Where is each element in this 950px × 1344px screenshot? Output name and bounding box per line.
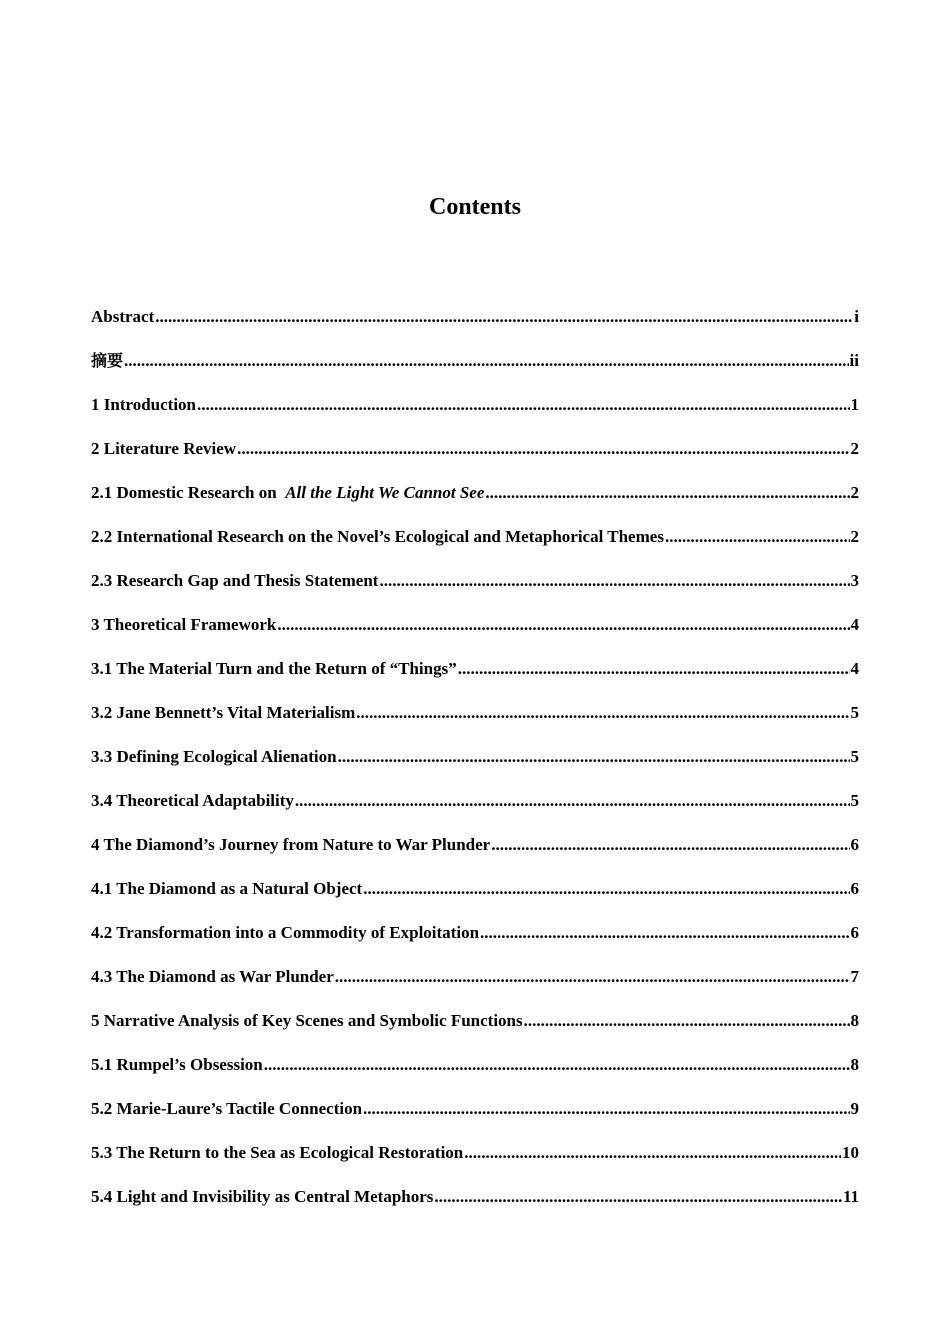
toc-entry-title: 4 The Diamond’s Journey from Nature to War Plunder bbox=[91, 835, 491, 854]
dot-leader bbox=[491, 831, 849, 859]
toc-entry-title: 5.4 Light and Invisibility as Central Metaphors bbox=[91, 1187, 434, 1206]
toc-entry-title: 2.2 International Research on the Novel’s Ecological and Metaphorical Themes bbox=[91, 527, 664, 546]
toc-entry-tactile-connection[interactable] bbox=[91, 1095, 859, 1139]
toc-entry-central-metaphors[interactable] bbox=[91, 1183, 859, 1227]
dot-leader bbox=[363, 875, 849, 903]
toc-entry-abstract[interactable] bbox=[91, 303, 859, 347]
toc-page-number: 6 bbox=[850, 835, 859, 854]
dot-leader bbox=[480, 919, 849, 947]
dot-leader bbox=[338, 743, 850, 771]
toc-entry-title: 3.1 The Material Turn and the Return of “Things” bbox=[91, 659, 457, 678]
dot-leader bbox=[379, 567, 849, 595]
toc-page-number: 6 bbox=[850, 923, 859, 942]
toc-entry-title: 3.3 Defining Ecological Alienation bbox=[91, 747, 337, 766]
toc-entry-title: 4.2 Transformation into a Commodity of Exploitation bbox=[91, 923, 480, 942]
dot-leader bbox=[197, 391, 849, 419]
toc-page-number: 7 bbox=[850, 967, 859, 986]
dot-leader bbox=[434, 1183, 842, 1211]
dot-leader bbox=[485, 479, 849, 507]
dot-leader bbox=[363, 1095, 849, 1123]
toc-entry-introduction[interactable] bbox=[91, 391, 859, 435]
toc-page-number: 11 bbox=[842, 1187, 859, 1206]
toc-entry-rumpel-obsession[interactable] bbox=[91, 1051, 859, 1095]
toc-entry-material-turn[interactable] bbox=[91, 655, 859, 699]
toc-page-number: ii bbox=[849, 351, 859, 370]
dot-leader bbox=[335, 963, 850, 991]
toc-entry-vital-materialism[interactable] bbox=[91, 699, 859, 743]
toc-entry-title: 3.2 Jane Bennett’s Vital Materialism bbox=[91, 703, 356, 722]
toc-entry-title: 3 Theoretical Framework bbox=[91, 615, 277, 634]
toc-entry-title: 2.3 Research Gap and Thesis Statement bbox=[91, 571, 379, 590]
toc-entry-title: 4.3 The Diamond as War Plunder bbox=[91, 967, 334, 986]
toc-page-number: 5 bbox=[850, 791, 859, 810]
dot-leader bbox=[458, 655, 850, 683]
dot-leader bbox=[155, 303, 853, 331]
toc-entry-ecological-alienation[interactable] bbox=[91, 743, 859, 787]
toc-entry-title: 3.4 Theoretical Adaptability bbox=[91, 791, 294, 810]
book-title: All the Light We Cannot See bbox=[285, 483, 485, 502]
toc-entry-narrative-analysis[interactable] bbox=[91, 1007, 859, 1051]
toc-entry-title: 4.1 The Diamond as a Natural Object bbox=[91, 879, 363, 898]
toc-entry-natural-object[interactable] bbox=[91, 875, 859, 919]
toc-entry-chinese-abstract[interactable] bbox=[91, 347, 859, 391]
toc-entry-domestic-research[interactable] bbox=[91, 479, 859, 523]
toc-page-number: 5 bbox=[850, 747, 859, 766]
toc-entry-theoretical-adaptability[interactable] bbox=[91, 787, 859, 831]
toc-entry-title: 2 Literature Review bbox=[91, 439, 237, 458]
toc-page-number: 1 bbox=[850, 395, 859, 414]
toc-entry-title: 5.2 Marie-Laure’s Tactile Connection bbox=[91, 1099, 363, 1118]
toc-entry-title: 5 Narrative Analysis of Key Scenes and Symbolic Functions bbox=[91, 1011, 523, 1030]
toc-page-number: 6 bbox=[850, 879, 859, 898]
toc-entry-diamond-journey[interactable] bbox=[91, 831, 859, 875]
toc-entry-title: 1 Introduction bbox=[91, 395, 197, 414]
dot-leader bbox=[295, 787, 850, 815]
dot-leader bbox=[356, 699, 849, 727]
toc-entry-title-text: 2.1 Domestic Research on bbox=[91, 483, 281, 502]
toc-page-number: 9 bbox=[850, 1099, 859, 1118]
dot-leader bbox=[264, 1051, 850, 1079]
toc-page-number: 10 bbox=[842, 1143, 859, 1162]
dot-leader bbox=[277, 611, 849, 639]
toc-entry-international-research[interactable] bbox=[91, 523, 859, 567]
toc-entry-commodity-exploitation[interactable] bbox=[91, 919, 859, 963]
dot-leader bbox=[464, 1139, 841, 1167]
toc-page-number: 3 bbox=[850, 571, 859, 590]
dot-leader bbox=[524, 1007, 850, 1035]
dot-leader bbox=[237, 435, 849, 463]
toc-entry-literature-review[interactable] bbox=[91, 435, 859, 479]
toc-entry-war-plunder[interactable] bbox=[91, 963, 859, 1007]
toc-page-number: 2 bbox=[850, 527, 859, 546]
toc-page-number: 2 bbox=[850, 439, 859, 458]
dot-leader bbox=[124, 347, 849, 375]
dot-leader bbox=[665, 523, 850, 551]
toc-entry-title bbox=[91, 479, 484, 507]
toc-entry-theoretical-framework[interactable] bbox=[91, 611, 859, 655]
toc-page-number: 5 bbox=[850, 703, 859, 722]
page-title: Contents bbox=[428, 194, 521, 221]
toc-page-number: i bbox=[854, 307, 859, 326]
toc-entry-title: 摘要 bbox=[91, 351, 124, 370]
toc-page-number: 8 bbox=[850, 1011, 859, 1030]
toc-page-number: 2 bbox=[850, 483, 859, 502]
toc-entry-title: 5.1 Rumpel’s Obsession bbox=[91, 1055, 263, 1074]
toc-entry-title: 5.3 The Return to the Sea as Ecological Restoration bbox=[91, 1143, 464, 1162]
toc-page-number: 4 bbox=[850, 659, 859, 678]
toc-entry-title: Abstract bbox=[91, 307, 155, 326]
toc-page-number: 8 bbox=[850, 1055, 859, 1074]
toc-entry-research-gap[interactable] bbox=[91, 567, 859, 611]
toc-entry-ecological-restoration[interactable] bbox=[91, 1139, 859, 1183]
toc-page-number: 4 bbox=[850, 615, 859, 634]
table-of-contents bbox=[91, 303, 859, 1227]
